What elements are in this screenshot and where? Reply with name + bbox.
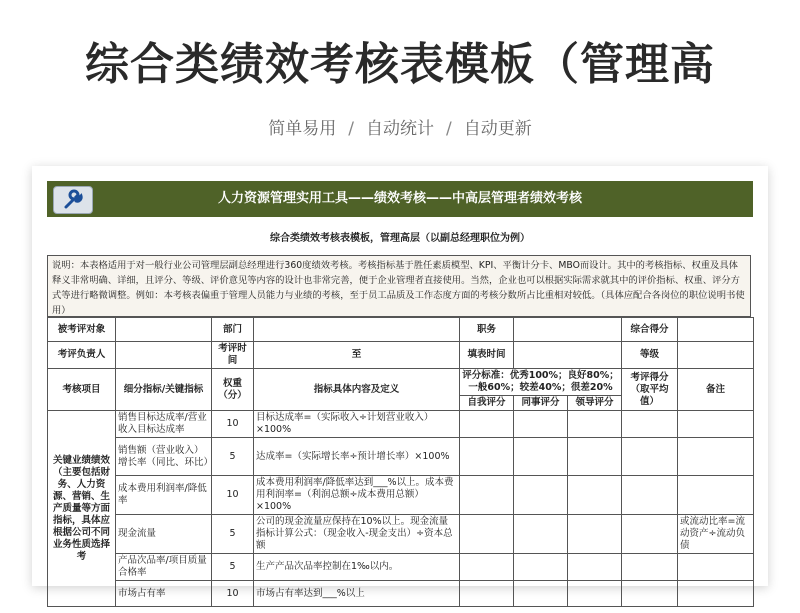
department-input-cell[interactable] (254, 318, 460, 342)
peer-score-cell[interactable] (514, 438, 568, 476)
total-score-cell[interactable] (678, 318, 754, 342)
sheet-banner (47, 181, 753, 217)
weight-cell: 10 (212, 581, 254, 607)
content-cell: 达成率=（实际增长率÷预计增长率）×100% (254, 438, 460, 476)
column-header: 考核项目 (48, 369, 116, 411)
subtitle-separator: / (348, 119, 354, 139)
score-cell (622, 581, 678, 607)
score-cell (622, 411, 678, 438)
peer-score-cell[interactable] (514, 515, 568, 554)
column-header: 自我评分 (460, 396, 514, 411)
weight-cell: 5 (212, 554, 254, 581)
fill-date-input-cell[interactable] (514, 342, 622, 369)
column-header: 备注 (678, 369, 754, 411)
label-cell: 被考评对象 (48, 318, 116, 342)
subtitle-separator: / (446, 119, 452, 139)
content-cell: 目标达成率=（实际收入÷计划营业收入）×100% (254, 411, 460, 438)
sub-indicator-cell: 市场占有率 (116, 581, 212, 607)
self-score-cell[interactable] (460, 515, 514, 554)
document-heading: 综合类绩效考核表模板，管理高层（以副总经理职位为例） (270, 233, 530, 244)
weight-cell: 10 (212, 476, 254, 515)
score-cell (622, 438, 678, 476)
leader-score-cell[interactable] (568, 411, 622, 438)
content-cell: 市场占有率达到___%以上 (254, 581, 460, 607)
leader-score-cell[interactable] (568, 581, 622, 607)
table-row (48, 476, 754, 515)
self-score-cell[interactable] (460, 411, 514, 438)
sub-indicator-cell: 成本费用利润率/降低率 (116, 476, 212, 515)
remark-cell[interactable]: 或流动比率=流动资产÷流动负债 (678, 515, 754, 554)
table-row (48, 554, 754, 581)
subtitle-item: 自动统计 (366, 119, 434, 139)
content-cell: 生产产品次品率控制在1‰以内。 (254, 554, 460, 581)
peer-score-cell[interactable] (514, 554, 568, 581)
leader-score-cell[interactable] (568, 438, 622, 476)
evaluation-table (47, 317, 754, 607)
subtitle (0, 114, 800, 139)
remark-cell[interactable] (678, 411, 754, 438)
wrench-icon (53, 186, 93, 214)
peer-score-cell[interactable] (514, 411, 568, 438)
label-cell: 考评负责人 (48, 342, 116, 369)
category-cell: 关键业绩绩效（主要包括财务、人力资源、营销、生产质量等方面指标，具体应根据公司不同业务性质选择考 (48, 411, 116, 607)
label-cell: 考评时间 (212, 342, 254, 369)
label-cell: 等级 (622, 342, 678, 369)
leader-score-cell[interactable] (568, 554, 622, 581)
remark-cell[interactable] (678, 581, 754, 607)
self-score-cell[interactable] (460, 581, 514, 607)
table-row (48, 318, 754, 342)
self-score-cell[interactable] (460, 438, 514, 476)
position-input-cell[interactable] (514, 318, 622, 342)
leader-score-cell[interactable] (568, 476, 622, 515)
table-row (48, 411, 754, 438)
column-header: 权重（分） (212, 369, 254, 411)
label-cell: 填表时间 (460, 342, 514, 369)
weight-cell: 5 (212, 515, 254, 554)
sub-indicator-cell: 现金流量 (116, 515, 212, 554)
grade-cell[interactable] (678, 342, 754, 369)
score-cell (622, 476, 678, 515)
weight-cell: 5 (212, 438, 254, 476)
label-cell: 综合得分 (622, 318, 678, 342)
weight-cell: 10 (212, 411, 254, 438)
content-cell: 公司的现金流量应保持在10%以上。现金流量指标计算公式：（现金收入-现金支出）÷资本总额 (254, 515, 460, 554)
sub-indicator-cell: 销售额（营业收入）增长率（同比、环比） (116, 438, 212, 476)
peer-score-cell[interactable] (514, 581, 568, 607)
date-range-cell[interactable]: 至 (254, 342, 460, 369)
column-header: 同事评分 (514, 396, 568, 411)
table-row (48, 438, 754, 476)
spreadsheet-preview-card (32, 166, 768, 599)
self-score-cell[interactable] (460, 476, 514, 515)
content-cell: 成本费用利润率/降低率达到___%以上。成本费用利润率=（利润总额÷成本费用总额）×100% (254, 476, 460, 515)
subtitle-item: 简单易用 (268, 119, 337, 139)
remark-cell[interactable] (678, 476, 754, 515)
column-header: 考评得分（取平均值） (622, 369, 678, 411)
remark-cell[interactable] (678, 554, 754, 581)
table-row (48, 342, 754, 369)
peer-score-cell[interactable] (514, 476, 568, 515)
sub-indicator-cell: 产品次品率/项目质量合格率 (116, 554, 212, 581)
instructions-note: 说明：本表格适用于对一般行业公司管理层副总经理进行360度绩效考核。考核指标基于胜任素质模型、KPI、平衡计分卡、MBO而设计。其中的考核指标、权重及具体释义非常明确、详细，且评分、等级、评价意见等内容的设计也非常完善，便于企业管理者直接使用。当然，企业也可以根据实际需求就其中的评价指标、权重、评分方式等进行略微调整。例如：本考核表偏重于管理人员能力与业绩的考核，至于员工品质及工作态度方面的考核分数所占比重相对较低。（具体应配合各岗位的职位说明书使用） (47, 255, 751, 317)
label-cell: 部门 (212, 318, 254, 342)
column-header: 指标具体内容及定义 (254, 369, 460, 411)
column-header: 细分指标/关键指标 (116, 369, 212, 411)
evaluator-input-cell[interactable] (116, 342, 212, 369)
column-header: 领导评分 (568, 396, 622, 411)
score-cell (622, 554, 678, 581)
evaluatee-input-cell[interactable] (116, 318, 212, 342)
page-title: 综合类绩效考核表模板（管理高 (85, 39, 715, 90)
banner-title: 人力资源管理实用工具——绩效考核——中高层管理者绩效考核 (217, 191, 582, 206)
table-row (48, 581, 754, 607)
subtitle-item: 自动更新 (463, 119, 532, 139)
sub-indicator-cell: 销售目标达成率/营业收入目标达成率 (116, 411, 212, 438)
score-cell (622, 515, 678, 554)
leader-score-cell[interactable] (568, 515, 622, 554)
spreadsheet (47, 181, 753, 599)
remark-cell[interactable] (678, 438, 754, 476)
column-header: 评分标准：优秀100%；良好80%；一般60%；较差40%；很差20% (460, 369, 622, 396)
label-cell: 职务 (460, 318, 514, 342)
table-row (48, 515, 754, 554)
table-row (48, 369, 754, 396)
self-score-cell[interactable] (460, 554, 514, 581)
